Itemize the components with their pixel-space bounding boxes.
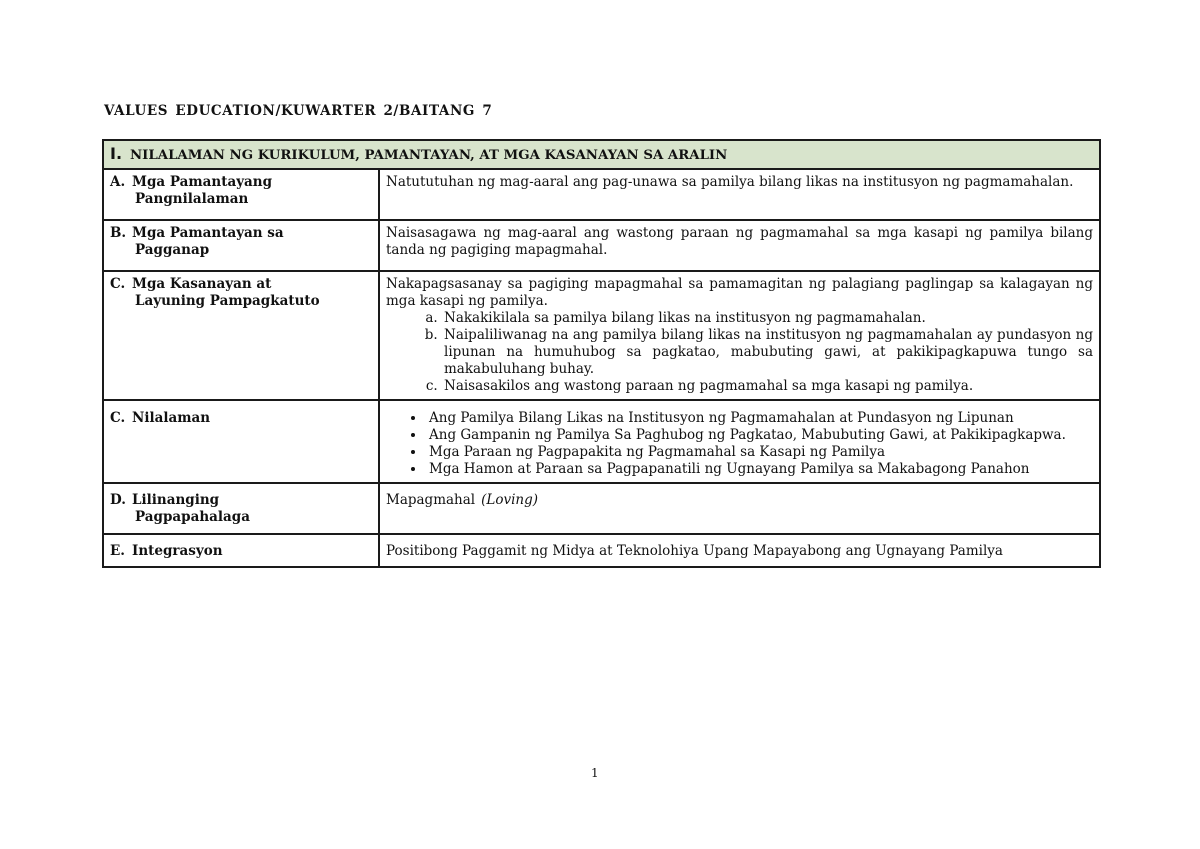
list-item: c. Naisasakilos ang wastong paraan ng pagmamahal sa mga kasapi ng pamilya.: [442, 378, 1093, 395]
row-integrasyon: [103, 534, 1100, 567]
row-content: [379, 483, 1100, 534]
row-label-line2: Pagganap: [135, 242, 210, 258]
content-list: [386, 410, 1093, 478]
row-label-line1: Nilalaman: [132, 410, 211, 426]
row-content: [379, 400, 1100, 483]
row-lilinanging-pagpapahalaga: [103, 483, 1100, 534]
row-label: [103, 483, 379, 534]
row-letter: D.: [110, 492, 126, 508]
section-title: NILALAMAN NG KURIKULUM, PAMANTAYAN, AT MGA KASANAYAN SA ARALIN: [130, 148, 728, 163]
section-header-row: [103, 140, 1100, 169]
row-pamantayan-sa-pagganap: [103, 220, 1100, 271]
row-label: [103, 534, 379, 567]
competency-intro: Nakapagsasanay sa pagiging mapagmahal sa pamamagitan ng palagiang paglingap sa kalagayan ng mga kasapi ng pamilya.: [386, 276, 1094, 309]
row-label: [103, 169, 379, 220]
page-number: 1: [591, 766, 599, 780]
row-pamantayang-pangnilalaman: [103, 169, 1100, 220]
row-letter: B.: [110, 225, 127, 241]
list-item: • Mga Paraan ng Pagpapakita ng Pagmamahal sa Kasapi ng Pamilya: [426, 444, 1093, 461]
list-item: b. Naipaliliwanag na ang pamilya bilang likas na institusyon ng pagmamahalan ay pundasyon ng lipunan na humuhubog sa pagkatao, mabubuting gawi, at pakikipagkapuwa tungo sa makabuluhang buhay.: [442, 327, 1093, 378]
section-header-cell: [103, 140, 1100, 169]
row-letter: C.: [110, 410, 126, 426]
row-label-line1: Integrasyon: [132, 543, 223, 559]
row-content: [379, 271, 1100, 400]
row-letter: E.: [110, 543, 125, 559]
row-letter: C.: [110, 276, 126, 292]
row-content: Natututuhan ng mag-aaral ang pag-unawa sa pamilya bilang likas na institusyon ng pagmamahalan.: [379, 169, 1100, 220]
row-label-line1: Mga Kasanayan at: [132, 276, 272, 292]
list-item: • Ang Gampanin ng Pamilya Sa Paghubog ng Pagkatao, Mabubuting Gawi, at Pakikipagkapwa.: [426, 427, 1093, 444]
value-label: Mapagmahal: [386, 492, 476, 508]
row-content: Naisasagawa ng mag-aaral ang wastong paraan ng pagmamahal sa mga kasapi ng pamilya bilang tanda ng pagiging mapagmahal.: [379, 220, 1100, 271]
value-label-english: (Loving): [481, 492, 539, 508]
competency-list: [386, 310, 1093, 395]
row-label: [103, 400, 379, 483]
row-label: [103, 271, 379, 400]
row-label-line1: Mga Pamantayang: [132, 174, 273, 190]
curriculum-table: [102, 139, 1101, 568]
list-item: • Ang Pamilya Bilang Likas na Institusyon ng Pagmamahalan at Pundasyon ng Lipunan: [426, 410, 1093, 427]
row-letter: A.: [110, 174, 126, 190]
row-label-line2: Pangnilalaman: [135, 191, 249, 207]
row-label: [103, 220, 379, 271]
list-item: • Mga Hamon at Paraan sa Pagpapanatili ng Ugnayang Pamilya sa Makabagong Panahon: [426, 461, 1093, 478]
row-content: Positibong Paggamit ng Midya at Teknolohiya Upang Mapayabong ang Ugnayang Pamilya: [379, 534, 1100, 567]
row-kasanayan-layunin: [103, 271, 1100, 400]
row-label-line2: Pagpapahalaga: [135, 509, 250, 525]
row-nilalaman: [103, 400, 1100, 483]
section-number: I.: [110, 144, 123, 163]
row-label-line2: Layuning Pampagkatuto: [135, 293, 320, 309]
row-label-line1: Mga Pamantayan sa: [132, 225, 284, 241]
document-header: VALUES EDUCATION/KUWARTER 2/BAITANG 7: [104, 103, 493, 119]
list-item: a. Nakakikilala sa pamilya bilang likas na institusyon ng pagmamahalan.: [442, 310, 1093, 327]
row-label-line1: Lilinanging: [132, 492, 220, 508]
